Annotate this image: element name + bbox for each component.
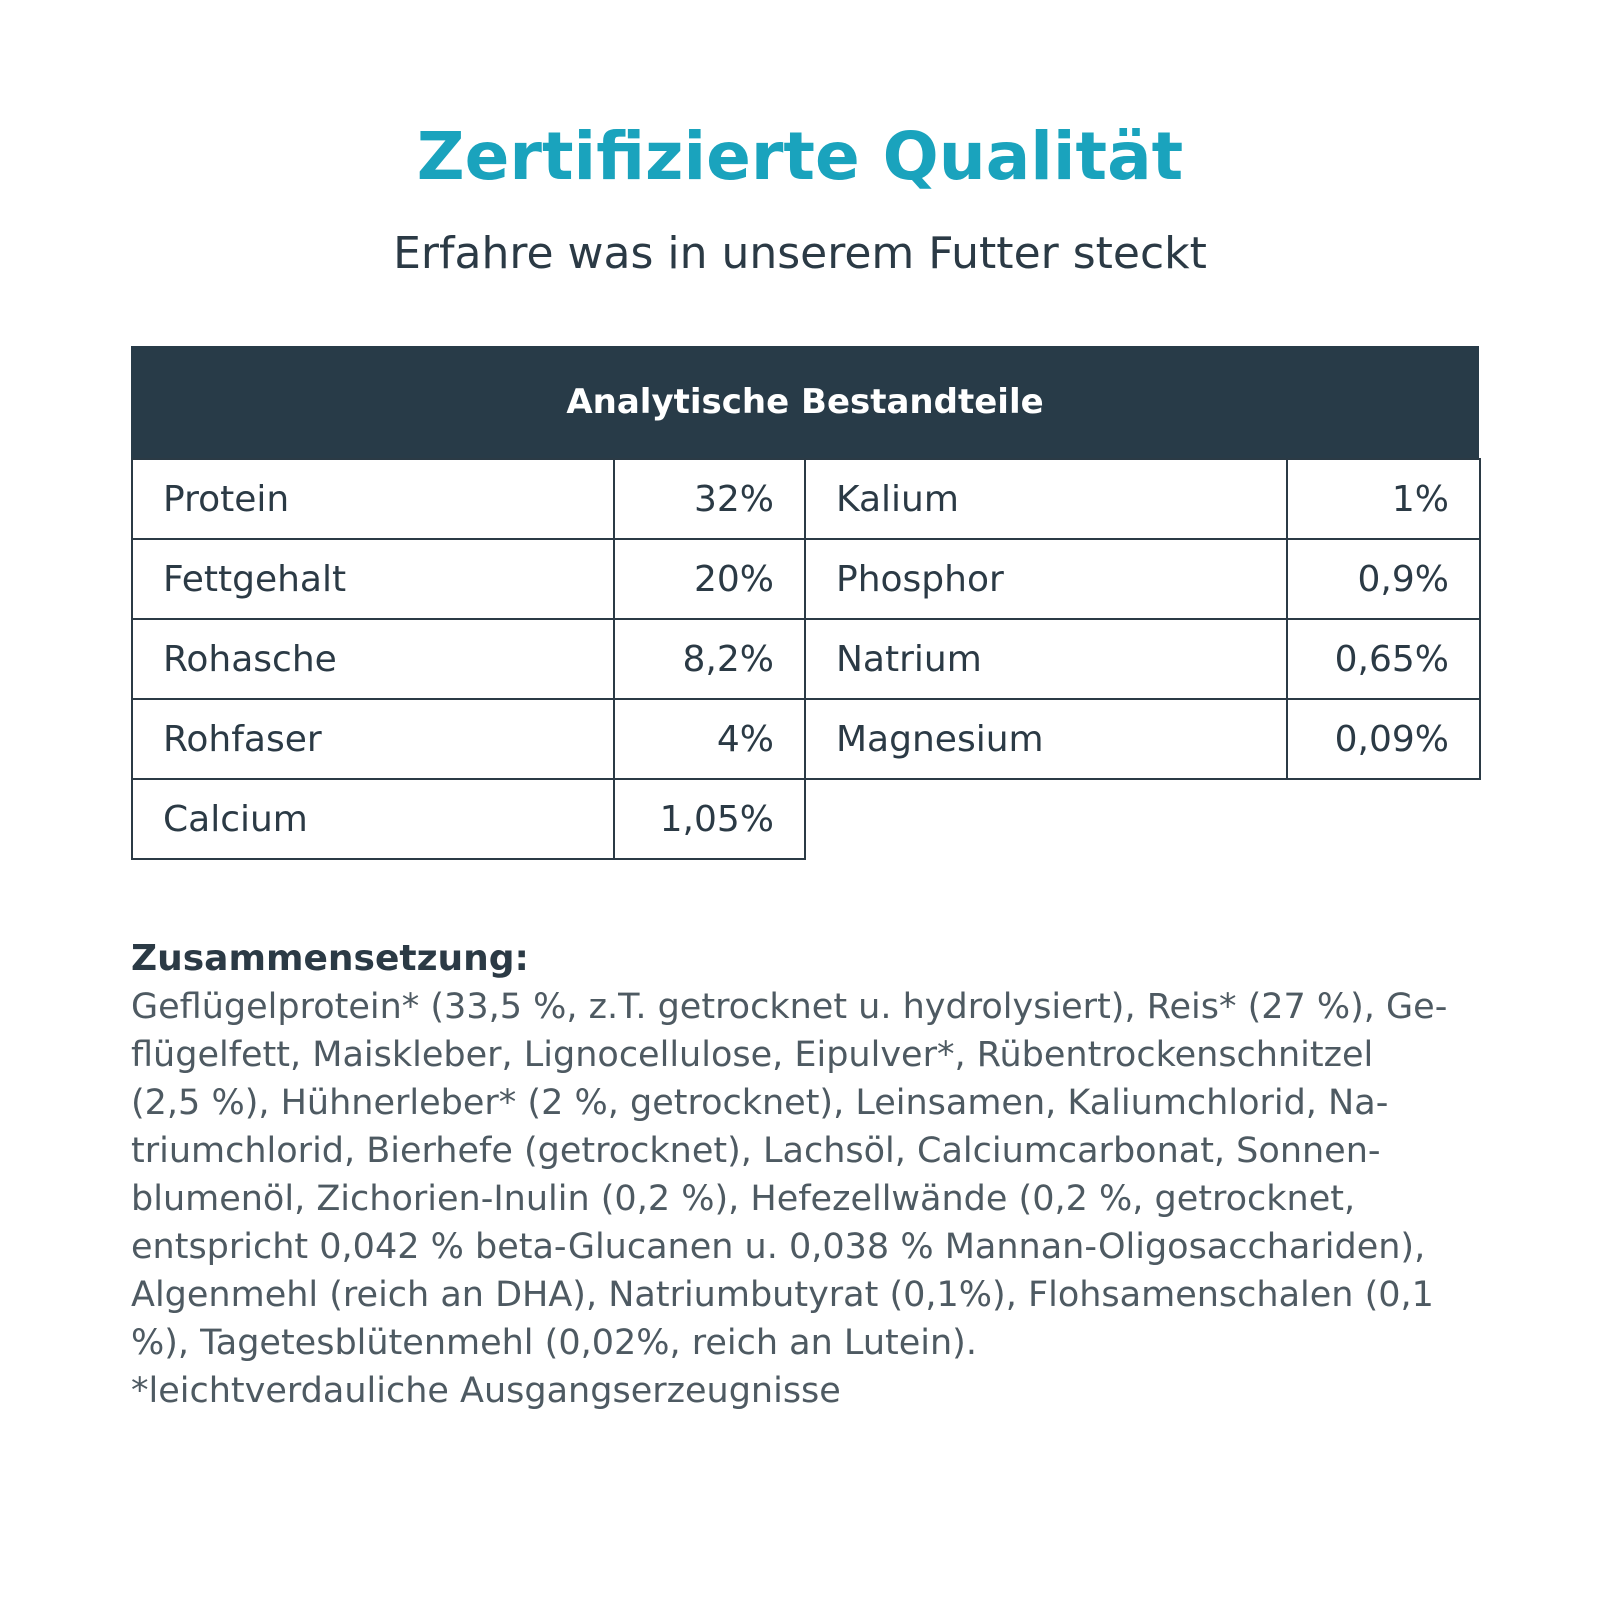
nutrient-table-left bbox=[131, 458, 806, 860]
composition-line: blumenöl, Zichorien-Inulin (0,2 %), Hefezellwände (0,2 %, getrocknet, bbox=[131, 1179, 1356, 1219]
page-title: Zertifizierte Qualität bbox=[416, 118, 1184, 195]
nutrient-value: 1% bbox=[1287, 459, 1480, 539]
nutrient-value: 0,65% bbox=[1287, 619, 1480, 699]
nutrient-value: 0,09% bbox=[1287, 699, 1480, 779]
composition-line: %), Tagetesblütenmehl (0,02%, reich an Lutein). bbox=[131, 1323, 977, 1363]
nutrient-name: Phosphor bbox=[805, 539, 1287, 619]
nutrient-table-right bbox=[804, 458, 1481, 780]
nutrient-value: 0,9% bbox=[1287, 539, 1480, 619]
table-title: Analytische Bestandteile bbox=[131, 346, 1479, 458]
nutrient-name: Calcium bbox=[132, 779, 614, 859]
nutrient-value: 32% bbox=[614, 459, 805, 539]
composition-line: flügelfett, Maiskleber, Lignocellulose, Eipulver*, Rübentrockenschnitzel bbox=[131, 1035, 1374, 1075]
table-row bbox=[132, 779, 805, 859]
composition-line: Algenmehl (reich an DHA), Natriumbutyrat (0,1%), Flohsamenschalen (0,1 bbox=[131, 1275, 1434, 1315]
nutrient-value: 1,05% bbox=[614, 779, 805, 859]
composition-section bbox=[131, 935, 1491, 1415]
composition-heading: Zusammensetzung: bbox=[131, 938, 529, 979]
nutrient-value: 20% bbox=[614, 539, 805, 619]
nutrient-name: Protein bbox=[132, 459, 614, 539]
nutrient-name: Magnesium bbox=[805, 699, 1287, 779]
nutrient-value: 8,2% bbox=[614, 619, 805, 699]
table-row bbox=[132, 619, 805, 699]
composition-line: (2,5 %), Hühnerleber* (2 %, getrocknet), Leinsamen, Kaliumchlorid, Na- bbox=[131, 1083, 1389, 1123]
footnote: *leichtverdauliche Ausgangserzeugnisse bbox=[131, 1371, 841, 1411]
table-row bbox=[132, 539, 805, 619]
nutrient-name: Natrium bbox=[805, 619, 1287, 699]
nutrient-name: Rohasche bbox=[132, 619, 614, 699]
table-row bbox=[805, 459, 1480, 539]
table-row bbox=[805, 699, 1480, 779]
table-row bbox=[805, 619, 1480, 699]
composition-line: Geflügelprotein* (33,5 %, z.T. getrocknet u. hydrolysiert), Reis* (27 %), Ge- bbox=[131, 987, 1448, 1027]
composition-line: entspricht 0,042 % beta-Glucanen u. 0,038 % Mannan-Oligosacchariden), bbox=[131, 1227, 1426, 1267]
table-row bbox=[805, 539, 1480, 619]
table-row bbox=[132, 459, 805, 539]
page-subtitle: Erfahre was in unserem Futter steckt bbox=[393, 228, 1207, 279]
composition-line: triumchlorid, Bierhefe (getrocknet), Lachsöl, Calciumcarbonat, Sonnen- bbox=[131, 1131, 1381, 1171]
nutrient-name: Kalium bbox=[805, 459, 1287, 539]
nutrient-name: Rohfaser bbox=[132, 699, 614, 779]
nutrient-name: Fettgehalt bbox=[132, 539, 614, 619]
nutrient-value: 4% bbox=[614, 699, 805, 779]
table-row bbox=[132, 699, 805, 779]
